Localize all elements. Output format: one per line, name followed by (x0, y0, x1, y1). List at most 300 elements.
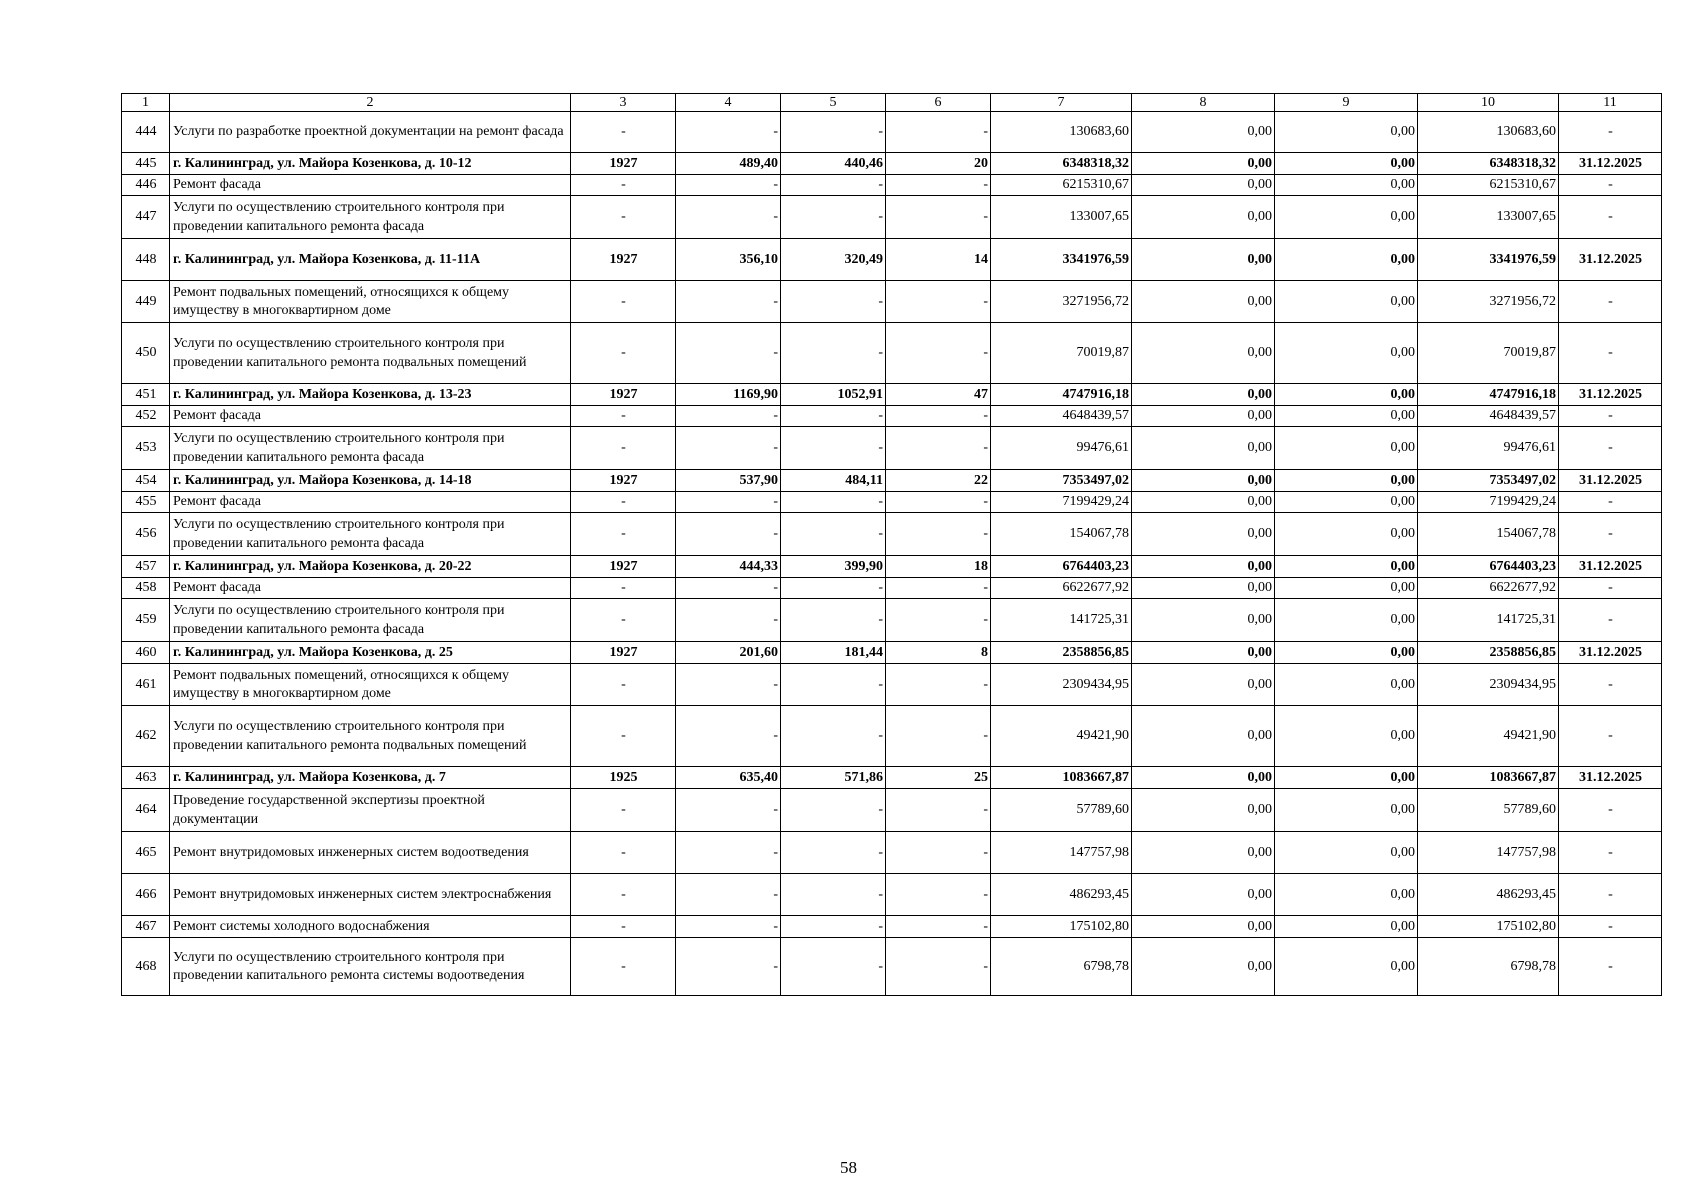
total-area-cell: 201,60 (676, 642, 781, 664)
fund-cost-cell: 0,00 (1132, 175, 1275, 196)
year-built-cell: - (571, 874, 676, 916)
residential-area-cell: - (781, 916, 886, 938)
completion-date-cell: - (1559, 175, 1662, 196)
owners-cost-cell: 7199429,24 (1418, 492, 1559, 513)
budget-cost-cell: 0,00 (1275, 789, 1418, 832)
total-cost-cell: 486293,45 (991, 874, 1132, 916)
owners-cost-cell: 57789,60 (1418, 789, 1559, 832)
column-header: 6 (886, 94, 991, 112)
year-built-cell: - (571, 513, 676, 556)
residential-area-cell: - (781, 599, 886, 642)
row-number-cell: 448 (122, 239, 170, 281)
row-number-cell: 450 (122, 323, 170, 384)
work-name-cell: Ремонт внутридомовых инженерных систем водоотведения (170, 832, 571, 874)
completion-date-cell: - (1559, 513, 1662, 556)
work-name-cell: г. Калининград, ул. Майора Козенкова, д. 13-23 (170, 384, 571, 406)
address-row (122, 470, 1662, 492)
owners-cost-cell: 3271956,72 (1418, 281, 1559, 323)
budget-cost-cell: 0,00 (1275, 664, 1418, 706)
total-area-cell: - (676, 599, 781, 642)
column-header: 10 (1418, 94, 1559, 112)
total-area-cell: - (676, 323, 781, 384)
work-item-row (122, 664, 1662, 706)
row-number-cell: 454 (122, 470, 170, 492)
budget-cost-cell: 0,00 (1275, 384, 1418, 406)
year-built-cell: - (571, 832, 676, 874)
work-name-cell: Ремонт системы холодного водоснабжения (170, 916, 571, 938)
fund-cost-cell: 0,00 (1132, 916, 1275, 938)
work-name-cell: Ремонт внутридомовых инженерных систем электроснабжения (170, 874, 571, 916)
budget-cost-cell: 0,00 (1275, 323, 1418, 384)
residents-count-cell: 25 (886, 767, 991, 789)
work-item-row (122, 406, 1662, 427)
owners-cost-cell: 6215310,67 (1418, 175, 1559, 196)
budget-cost-cell: 0,00 (1275, 492, 1418, 513)
fund-cost-cell: 0,00 (1132, 470, 1275, 492)
budget-cost-cell: 0,00 (1275, 153, 1418, 175)
completion-date-cell: 31.12.2025 (1559, 153, 1662, 175)
residential-area-cell: - (781, 832, 886, 874)
residents-count-cell: - (886, 664, 991, 706)
column-header: 8 (1132, 94, 1275, 112)
address-row (122, 239, 1662, 281)
residential-area-cell: - (781, 874, 886, 916)
total-area-cell: - (676, 175, 781, 196)
residential-area-cell: - (781, 706, 886, 767)
fund-cost-cell: 0,00 (1132, 642, 1275, 664)
residents-count-cell: - (886, 789, 991, 832)
repair-plan-table (121, 93, 1662, 996)
total-cost-cell: 4648439,57 (991, 406, 1132, 427)
completion-date-cell: - (1559, 196, 1662, 239)
fund-cost-cell: 0,00 (1132, 664, 1275, 706)
fund-cost-cell: 0,00 (1132, 384, 1275, 406)
residents-count-cell: - (886, 323, 991, 384)
owners-cost-cell: 6764403,23 (1418, 556, 1559, 578)
work-name-cell: г. Калининград, ул. Майора Козенкова, д. 11-11А (170, 239, 571, 281)
work-name-cell: Услуги по осуществлению строительного контроля при проведении капитального ремонта подвальных помещений (170, 323, 571, 384)
total-cost-cell: 6764403,23 (991, 556, 1132, 578)
owners-cost-cell: 2309434,95 (1418, 664, 1559, 706)
address-row (122, 384, 1662, 406)
budget-cost-cell: 0,00 (1275, 196, 1418, 239)
budget-cost-cell: 0,00 (1275, 938, 1418, 996)
owners-cost-cell: 2358856,85 (1418, 642, 1559, 664)
fund-cost-cell: 0,00 (1132, 767, 1275, 789)
budget-cost-cell: 0,00 (1275, 916, 1418, 938)
year-built-cell: - (571, 664, 676, 706)
owners-cost-cell: 147757,98 (1418, 832, 1559, 874)
residential-area-cell: - (781, 513, 886, 556)
total-area-cell: - (676, 427, 781, 470)
work-item-row (122, 832, 1662, 874)
completion-date-cell: 31.12.2025 (1559, 470, 1662, 492)
budget-cost-cell: 0,00 (1275, 706, 1418, 767)
residential-area-cell: - (781, 112, 886, 153)
fund-cost-cell: 0,00 (1132, 427, 1275, 470)
year-built-cell: 1927 (571, 239, 676, 281)
total-cost-cell: 130683,60 (991, 112, 1132, 153)
column-header: 2 (170, 94, 571, 112)
work-name-cell: Услуги по осуществлению строительного контроля при проведении капитального ремонта фасада (170, 196, 571, 239)
column-number-header-row (122, 94, 1662, 112)
work-item-row (122, 112, 1662, 153)
work-name-cell: г. Калининград, ул. Майора Козенкова, д. 14-18 (170, 470, 571, 492)
row-number-cell: 464 (122, 789, 170, 832)
row-number-cell: 455 (122, 492, 170, 513)
row-number-cell: 456 (122, 513, 170, 556)
year-built-cell: - (571, 599, 676, 642)
budget-cost-cell: 0,00 (1275, 470, 1418, 492)
total-area-cell: 489,40 (676, 153, 781, 175)
row-number-cell: 460 (122, 642, 170, 664)
residential-area-cell: - (781, 578, 886, 599)
work-name-cell: Ремонт фасада (170, 406, 571, 427)
total-area-cell: - (676, 112, 781, 153)
budget-cost-cell: 0,00 (1275, 599, 1418, 642)
work-item-row (122, 938, 1662, 996)
total-cost-cell: 154067,78 (991, 513, 1132, 556)
work-name-cell: г. Калининград, ул. Майора Козенкова, д. 20-22 (170, 556, 571, 578)
row-number-cell: 461 (122, 664, 170, 706)
fund-cost-cell: 0,00 (1132, 556, 1275, 578)
total-area-cell: 444,33 (676, 556, 781, 578)
owners-cost-cell: 70019,87 (1418, 323, 1559, 384)
row-number-cell: 468 (122, 938, 170, 996)
row-number-cell: 453 (122, 427, 170, 470)
work-name-cell: Услуги по осуществлению строительного контроля при проведении капитального ремонта фасада (170, 513, 571, 556)
completion-date-cell: - (1559, 599, 1662, 642)
row-number-cell: 462 (122, 706, 170, 767)
residential-area-cell: 571,86 (781, 767, 886, 789)
work-name-cell: Ремонт подвальных помещений, относящихся к общему имуществу в многоквартирном доме (170, 281, 571, 323)
year-built-cell: 1927 (571, 642, 676, 664)
owners-cost-cell: 141725,31 (1418, 599, 1559, 642)
total-cost-cell: 4747916,18 (991, 384, 1132, 406)
residents-count-cell: - (886, 196, 991, 239)
work-name-cell: г. Калининград, ул. Майора Козенкова, д. 25 (170, 642, 571, 664)
work-item-row (122, 323, 1662, 384)
column-header: 1 (122, 94, 170, 112)
column-header: 9 (1275, 94, 1418, 112)
year-built-cell: - (571, 916, 676, 938)
fund-cost-cell: 0,00 (1132, 153, 1275, 175)
total-area-cell: - (676, 492, 781, 513)
total-cost-cell: 7199429,24 (991, 492, 1132, 513)
fund-cost-cell: 0,00 (1132, 789, 1275, 832)
work-item-row (122, 513, 1662, 556)
fund-cost-cell: 0,00 (1132, 599, 1275, 642)
residents-count-cell: - (886, 578, 991, 599)
year-built-cell: - (571, 175, 676, 196)
total-cost-cell: 2358856,85 (991, 642, 1132, 664)
residents-count-cell: - (886, 938, 991, 996)
budget-cost-cell: 0,00 (1275, 175, 1418, 196)
budget-cost-cell: 0,00 (1275, 578, 1418, 599)
year-built-cell: - (571, 323, 676, 384)
fund-cost-cell: 0,00 (1132, 513, 1275, 556)
owners-cost-cell: 6622677,92 (1418, 578, 1559, 599)
work-item-row (122, 196, 1662, 239)
budget-cost-cell: 0,00 (1275, 427, 1418, 470)
owners-cost-cell: 175102,80 (1418, 916, 1559, 938)
fund-cost-cell: 0,00 (1132, 196, 1275, 239)
residential-area-cell: 484,11 (781, 470, 886, 492)
completion-date-cell: 31.12.2025 (1559, 384, 1662, 406)
residents-count-cell: - (886, 281, 991, 323)
owners-cost-cell: 49421,90 (1418, 706, 1559, 767)
budget-cost-cell: 0,00 (1275, 281, 1418, 323)
column-header: 11 (1559, 94, 1662, 112)
total-cost-cell: 99476,61 (991, 427, 1132, 470)
residents-count-cell: - (886, 706, 991, 767)
residential-area-cell: - (781, 406, 886, 427)
work-name-cell: г. Калининград, ул. Майора Козенкова, д. 7 (170, 767, 571, 789)
row-number-cell: 465 (122, 832, 170, 874)
residential-area-cell: 440,46 (781, 153, 886, 175)
completion-date-cell: - (1559, 492, 1662, 513)
owners-cost-cell: 6348318,32 (1418, 153, 1559, 175)
budget-cost-cell: 0,00 (1275, 556, 1418, 578)
completion-date-cell: 31.12.2025 (1559, 239, 1662, 281)
row-number-cell: 445 (122, 153, 170, 175)
address-row (122, 153, 1662, 175)
budget-cost-cell: 0,00 (1275, 832, 1418, 874)
year-built-cell: - (571, 578, 676, 599)
total-cost-cell: 70019,87 (991, 323, 1132, 384)
completion-date-cell: - (1559, 916, 1662, 938)
work-name-cell: Ремонт фасада (170, 175, 571, 196)
total-area-cell: 537,90 (676, 470, 781, 492)
residential-area-cell: - (781, 938, 886, 996)
fund-cost-cell: 0,00 (1132, 832, 1275, 874)
row-number-cell: 444 (122, 112, 170, 153)
row-number-cell: 457 (122, 556, 170, 578)
work-item-row (122, 578, 1662, 599)
residential-area-cell: - (781, 492, 886, 513)
year-built-cell: - (571, 406, 676, 427)
residents-count-cell: - (886, 406, 991, 427)
address-row (122, 556, 1662, 578)
work-name-cell: Услуги по разработке проектной документации на ремонт фасада (170, 112, 571, 153)
total-cost-cell: 6798,78 (991, 938, 1132, 996)
residents-count-cell: - (886, 599, 991, 642)
work-item-row (122, 175, 1662, 196)
total-cost-cell: 175102,80 (991, 916, 1132, 938)
owners-cost-cell: 154067,78 (1418, 513, 1559, 556)
total-area-cell: - (676, 789, 781, 832)
budget-cost-cell: 0,00 (1275, 513, 1418, 556)
residents-count-cell: - (886, 492, 991, 513)
total-cost-cell: 6348318,32 (991, 153, 1132, 175)
work-name-cell: Услуги по осуществлению строительного контроля при проведении капитального ремонта системы водоотведения (170, 938, 571, 996)
year-built-cell: 1925 (571, 767, 676, 789)
fund-cost-cell: 0,00 (1132, 938, 1275, 996)
total-area-cell: - (676, 706, 781, 767)
address-row (122, 642, 1662, 664)
work-name-cell: Проведение государственной экспертизы проектной документации (170, 789, 571, 832)
total-cost-cell: 3271956,72 (991, 281, 1132, 323)
budget-cost-cell: 0,00 (1275, 239, 1418, 281)
total-cost-cell: 133007,65 (991, 196, 1132, 239)
year-built-cell: - (571, 427, 676, 470)
total-area-cell: 1169,90 (676, 384, 781, 406)
table-body (122, 94, 1662, 996)
completion-date-cell: 31.12.2025 (1559, 642, 1662, 664)
total-area-cell: - (676, 513, 781, 556)
total-cost-cell: 3341976,59 (991, 239, 1132, 281)
completion-date-cell: 31.12.2025 (1559, 767, 1662, 789)
residents-count-cell: 22 (886, 470, 991, 492)
owners-cost-cell: 486293,45 (1418, 874, 1559, 916)
work-item-row (122, 916, 1662, 938)
completion-date-cell: - (1559, 112, 1662, 153)
work-item-row (122, 789, 1662, 832)
residential-area-cell: - (781, 281, 886, 323)
completion-date-cell: - (1559, 706, 1662, 767)
budget-cost-cell: 0,00 (1275, 767, 1418, 789)
row-number-cell: 466 (122, 874, 170, 916)
residents-count-cell: - (886, 427, 991, 470)
residential-area-cell: 399,90 (781, 556, 886, 578)
work-item-row (122, 281, 1662, 323)
total-cost-cell: 2309434,95 (991, 664, 1132, 706)
owners-cost-cell: 130683,60 (1418, 112, 1559, 153)
row-number-cell: 447 (122, 196, 170, 239)
year-built-cell: - (571, 196, 676, 239)
work-name-cell: Услуги по осуществлению строительного контроля при проведении капитального ремонта подвальных помещений (170, 706, 571, 767)
residents-count-cell: - (886, 112, 991, 153)
row-number-cell: 459 (122, 599, 170, 642)
year-built-cell: - (571, 112, 676, 153)
total-cost-cell: 1083667,87 (991, 767, 1132, 789)
residential-area-cell: - (781, 789, 886, 832)
completion-date-cell: - (1559, 578, 1662, 599)
total-cost-cell: 7353497,02 (991, 470, 1132, 492)
fund-cost-cell: 0,00 (1132, 578, 1275, 599)
total-area-cell: - (676, 874, 781, 916)
fund-cost-cell: 0,00 (1132, 239, 1275, 281)
total-cost-cell: 6215310,67 (991, 175, 1132, 196)
budget-cost-cell: 0,00 (1275, 406, 1418, 427)
completion-date-cell: - (1559, 874, 1662, 916)
address-row (122, 767, 1662, 789)
residential-area-cell: - (781, 427, 886, 470)
completion-date-cell: - (1559, 789, 1662, 832)
year-built-cell: 1927 (571, 556, 676, 578)
total-area-cell: - (676, 664, 781, 706)
work-name-cell: Ремонт подвальных помещений, относящихся к общему имуществу в многоквартирном доме (170, 664, 571, 706)
residents-count-cell: - (886, 832, 991, 874)
completion-date-cell: - (1559, 281, 1662, 323)
residents-count-cell: 18 (886, 556, 991, 578)
residential-area-cell: - (781, 196, 886, 239)
completion-date-cell: - (1559, 323, 1662, 384)
owners-cost-cell: 133007,65 (1418, 196, 1559, 239)
fund-cost-cell: 0,00 (1132, 281, 1275, 323)
completion-date-cell: - (1559, 938, 1662, 996)
row-number-cell: 467 (122, 916, 170, 938)
total-cost-cell: 49421,90 (991, 706, 1132, 767)
owners-cost-cell: 4747916,18 (1418, 384, 1559, 406)
column-header: 3 (571, 94, 676, 112)
residents-count-cell: - (886, 175, 991, 196)
completion-date-cell: - (1559, 427, 1662, 470)
year-built-cell: - (571, 938, 676, 996)
residential-area-cell: - (781, 175, 886, 196)
total-area-cell: - (676, 938, 781, 996)
work-item-row (122, 492, 1662, 513)
page-number: 58 (840, 1158, 857, 1177)
total-cost-cell: 141725,31 (991, 599, 1132, 642)
residential-area-cell: 181,44 (781, 642, 886, 664)
work-item-row (122, 599, 1662, 642)
row-number-cell: 449 (122, 281, 170, 323)
residents-count-cell: - (886, 874, 991, 916)
work-name-cell: г. Калининград, ул. Майора Козенкова, д. 10-12 (170, 153, 571, 175)
total-area-cell: - (676, 196, 781, 239)
residents-count-cell: 8 (886, 642, 991, 664)
row-number-cell: 458 (122, 578, 170, 599)
total-area-cell: - (676, 832, 781, 874)
year-built-cell: - (571, 281, 676, 323)
budget-cost-cell: 0,00 (1275, 874, 1418, 916)
owners-cost-cell: 1083667,87 (1418, 767, 1559, 789)
budget-cost-cell: 0,00 (1275, 642, 1418, 664)
work-item-row (122, 874, 1662, 916)
owners-cost-cell: 3341976,59 (1418, 239, 1559, 281)
year-built-cell: - (571, 492, 676, 513)
total-cost-cell: 6622677,92 (991, 578, 1132, 599)
residential-area-cell: 320,49 (781, 239, 886, 281)
completion-date-cell: - (1559, 664, 1662, 706)
total-area-cell: - (676, 916, 781, 938)
residents-count-cell: 14 (886, 239, 991, 281)
year-built-cell: - (571, 706, 676, 767)
owners-cost-cell: 4648439,57 (1418, 406, 1559, 427)
residential-area-cell: - (781, 323, 886, 384)
year-built-cell: 1927 (571, 153, 676, 175)
column-header: 4 (676, 94, 781, 112)
total-area-cell: 635,40 (676, 767, 781, 789)
total-cost-cell: 147757,98 (991, 832, 1132, 874)
year-built-cell: 1927 (571, 470, 676, 492)
total-area-cell: 356,10 (676, 239, 781, 281)
year-built-cell: 1927 (571, 384, 676, 406)
fund-cost-cell: 0,00 (1132, 323, 1275, 384)
row-number-cell: 451 (122, 384, 170, 406)
owners-cost-cell: 6798,78 (1418, 938, 1559, 996)
total-area-cell: - (676, 281, 781, 323)
fund-cost-cell: 0,00 (1132, 706, 1275, 767)
year-built-cell: - (571, 789, 676, 832)
completion-date-cell: 31.12.2025 (1559, 556, 1662, 578)
column-header: 7 (991, 94, 1132, 112)
fund-cost-cell: 0,00 (1132, 112, 1275, 153)
work-item-row (122, 706, 1662, 767)
row-number-cell: 446 (122, 175, 170, 196)
residential-area-cell: - (781, 664, 886, 706)
total-area-cell: - (676, 578, 781, 599)
row-number-cell: 463 (122, 767, 170, 789)
owners-cost-cell: 7353497,02 (1418, 470, 1559, 492)
fund-cost-cell: 0,00 (1132, 492, 1275, 513)
owners-cost-cell: 99476,61 (1418, 427, 1559, 470)
total-area-cell: - (676, 406, 781, 427)
residents-count-cell: - (886, 916, 991, 938)
work-item-row (122, 427, 1662, 470)
fund-cost-cell: 0,00 (1132, 406, 1275, 427)
